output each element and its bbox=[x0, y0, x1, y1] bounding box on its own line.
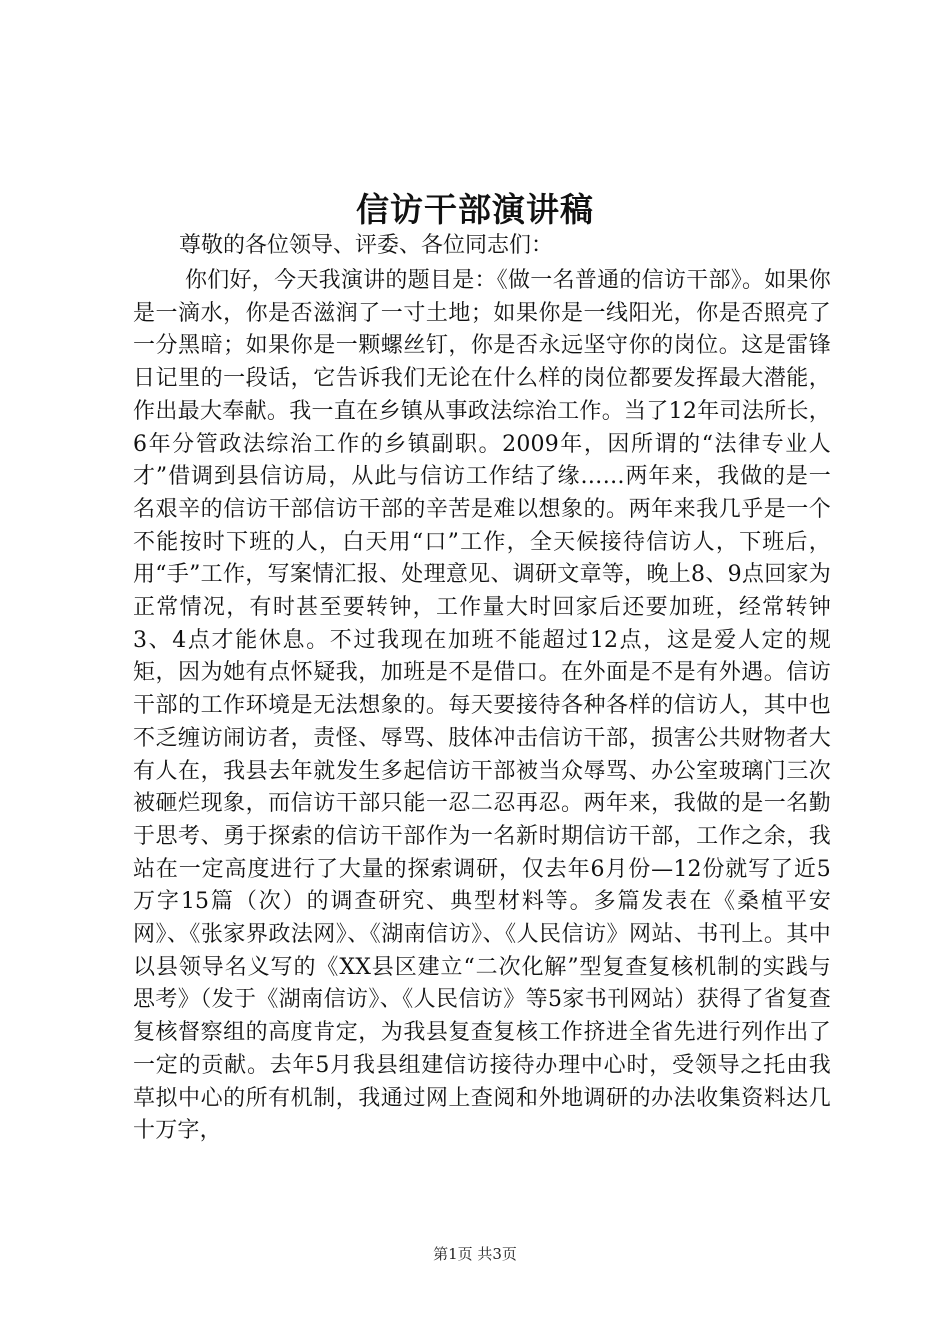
document-title: 信访干部演讲稿 bbox=[356, 190, 594, 229]
body-paragraph: 你们好，今天我演讲的题目是：《做一名普通的信访干部》。如果你是一滴水，你是否滋润了一寸土地；如果你是一线阳光，你是否照亮了一分黑暗；如果你是一颗螺丝钉，你是否永远坚守你的岗位。这是雷锋日记里的一段话，它告诉我们无论在什么样的岗位都要发挥最大潜能，作出最大奉献。我一直在乡镇从事政法综治工作。当了12年司法所长，6年分管政法综治工作的乡镇副职。2009年，因所谓的“法律专业人才”借调到县信访局，从此与信访工作结了缘……两年来，我做的是一名艰辛的信访干部信访干部的辛苦是难以想象的。两年来我几乎是一个不能按时下班的人，白天用“口”工作，全天候接待信访人，下班后，用“手”工作，写案情汇报、处理意见、调研文章等，晚上8、9点回家为正常情况，有时甚至要转钟，工作量大时回家后还要加班，经常转钟3、4点才能休息。不过我现在加班不能超过12点，这是爱人定的规矩，因为她有点怀疑我，加班是不是借口。在外面是不是有外遇。信访干部的工作环境是无法想象的。每天要接待各种各样的信访人，其中也不乏缠访闹访者，责怪、辱骂、肢体冲击信访干部，损害公共财物者大有人在，我县去年就发生多起信访干部被当众辱骂、办公室玻璃门三次被砸烂现象，而信访干部只能一忍二忍再忍。两年来，我做的是一名勤于思考、勇于探索的信访干部作为一名新时期信访干部，工作之余，我站在一定高度进行了大量的探索调研，仅去年6月份—12份就写了近5万字15篇（次）的调查研究、典型材料等。多篇发表在《桑植平安网》、《张家界政法网》、《湖南信访》、《人民信访》网站、书刊上。其中以县领导名义写的《XX县区建立“二次化解”型复查复核机制的实践与思考》（发于《湖南信访》、《人民信访》等5家书刊网站）获得了省复查复核督察组的高度肯定，为我县复查复核工作挤进全省先进行列作出了一定的贡献。去年5月我县组建信访接待办理中心时，受领导之托由我草拟中心的所有机制，我通过网上查阅和外地调研的办法收集资料达几十万字， bbox=[133, 268, 831, 1144]
page-footer: 第1页 共3页 bbox=[433, 1245, 517, 1263]
salutation: 尊敬的各位领导、评委、各位同志们： bbox=[179, 233, 554, 258]
